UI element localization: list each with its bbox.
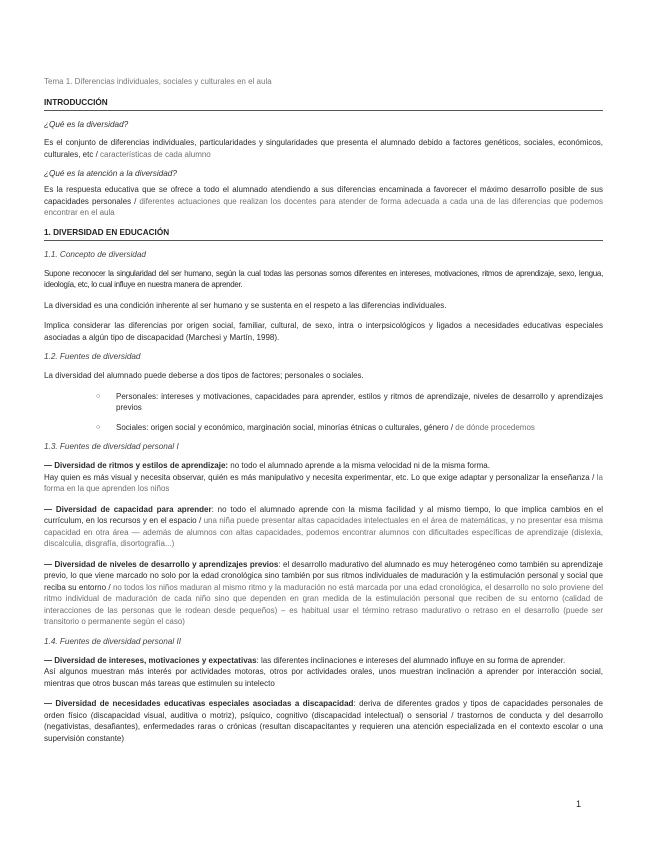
paragraph-text: Hay quien es más visual y necesita observar, quién es más manipulativo y necesita experimentar, etc. Lo que exige adaptar y personalizar la enseñanza / [44,472,595,482]
section-heading-diversidad-educacion: 1. DIVERSIDAD EN EDUCACIÓN [44,228,603,241]
paragraph-text: Así algunos muestran más interés por actividades motoras, otros por actividades orales, unos muestran inclinación a aprender por interacción social, mientras que otros buscan más tareas que estimulen su intelecto [44,667,603,688]
answer-text: Es el conjunto de diferencias individuales, particularidades y singularidades que presenta el alumnado debido a factores genéticos, sociales, económicos, culturales, etc / [44,138,603,159]
term-niveles: — Diversidad de niveles de desarrollo y aprendizajes previos [44,559,279,569]
paragraph-fuentes: La diversidad del alumnado puede deberse a dos tipos de factores; personales o sociales. [44,371,364,380]
section-heading-introduccion: INTRODUCCIÓN [44,98,603,111]
question-diversidad: ¿Qué es la diversidad? [44,120,129,129]
paragraph-note: no todos los niños maduran al mismo ritmo y la maduración no está marcada por una edad cronológica, el desarrollo no solo proviene del ritmo individual de maduración de cada niño sino que dependen en gran medida de la estimulación personal que reciben de su entorno (calidad de interacciones de las personas que le rodean desde pequeños) – es habitual usar el término retraso madurativo o retraso en el desarrollo (puede ser transitorio o permanente según el caso) [44,582,603,626]
fuentes-list [96,391,603,434]
paragraph-niveles [44,559,603,628]
paragraph-capacidad [44,504,603,550]
paragraph-concepto-3: Implica considerar las diferencias por origen social, familiar, cultural, de sexo, intra o interpsicológicos y ligados a necesidades educativas especiales asociadas a algún tipo de discapacidad (Marchesi y Martín, 1998). [44,321,603,342]
term-ritmos: — Diversidad de ritmos y estilos de aprendizaje: [44,461,229,470]
answer-atencion-diversidad [44,184,603,219]
subsection-title-fuentes: 1.2. Fuentes de diversidad [44,352,141,361]
list-item-personales: ○ Personales: intereses y motivaciones, capacidades para aprender, estilos y ritmos de aprendizaje, niveles de desarrollo y aprendizajes previos [96,391,603,414]
paragraph-concepto-2: La diversidad es una condición inherente al ser humano y se sustenta en el respeto a las diferencias individuales. [44,300,447,310]
paragraph-concepto-1: Supone reconocer la singularidad del ser humano, según la cual todas las personas somos diferentes en intereses, motivaciones, ritmos de aprendizaje, sexo, lengua, ideología, etc, lo cual influye en nuestra manera de aprender. [44,268,603,289]
answer-note: diferentes actuaciones que realizan los docentes para atender de forma adecuada a cada una de las diferencias que podemos encontrar en el aula [44,196,603,217]
document-header: Tema 1. Diferencias individuales, sociales y culturales en el aula [44,77,272,86]
answer-diversidad [44,137,603,160]
paragraph-note: la forma en la que aprenden los niños [44,472,604,493]
paragraph-note: una niña puede presentar altas capacidades intelectuales en el área de matemáticas, y no presentar esa misma capacidad en otra área — además de alumnos con altas capacidades, podemos encontrar alumnos con dificultades específicas de aprendizaje (dislexia, discalculia, disgrafía, disortografía...) [44,516,603,548]
answer-note: características de cada alumno [97,149,211,159]
subsection-title-personal-1: 1.3. Fuentes de diversidad personal I [44,442,179,451]
paragraph-text: : el desarrollo madurativo del alumnado es muy heterogéneo como también su aprendizaje previo, lo que viene marcado no solo por la edad cronológica sino también por sus ritmos individuales de maduración y la estimulación personal y social que reciba su entorno / [44,559,603,592]
term-necesidades: — Diversidad de necesidades educativas especiales asociadas a discapacidad [44,699,354,708]
answer-text: Es la respuesta educativa que se ofrece a todo el alumnado atendiendo a sus diferencias encaminada a favorecer el máximo desarrollo posible de sus capacidades personales / [44,185,603,206]
paragraph-text: : no todo el alumnado aprende con la misma facilidad y al mismo tiempo, lo que implica cambios en el currículum, en los recursos y en el espacio / [44,504,604,525]
list-item-sociales [96,422,603,434]
paragraph-text: : las diferentes inclinaciones e intereses del alumnado influye en su forma de aprender. [256,655,566,665]
paragraph-text: no todo el alumnado aprende a la misma velocidad ni de la misma forma. [228,461,490,470]
question-atencion-diversidad: ¿Qué es la atención a la diversidad? [44,169,177,178]
subsection-title-concepto: 1.1. Concepto de diversidad [44,249,146,259]
paragraph-text: : deriva de diferentes grados y tipos de capacidades personales de orden físico (discapacidad visual, auditiva o motriz), psíquico, cognitivo (discapacidad intelectual) o sensorial / trastornos de conducta y del desarrollo (negativistas, desafiantes), enfermedades raras o crónicas (resultan discapacitantes y requieren una atención especializada en el contexto escolar o una supervisión constante) [44,699,603,743]
term-intereses: — Diversidad de intereses, motivaciones y expectativas [44,655,257,665]
paragraph-necesidades [44,698,603,744]
term-capacidad: — Diversidad de capacidad para aprender [44,504,212,514]
page-number: 1 [576,799,582,809]
list-item-note: de dónde procedemos [453,422,535,432]
paragraph-intereses [44,655,603,690]
paragraph-ritmos [44,460,603,495]
list-item-text: Sociales: origen social y económico, marginación social, minorías étnicas o culturales, género / [116,422,454,432]
subsection-title-personal-2: 1.4. Fuentes de diversidad personal II [44,636,181,646]
